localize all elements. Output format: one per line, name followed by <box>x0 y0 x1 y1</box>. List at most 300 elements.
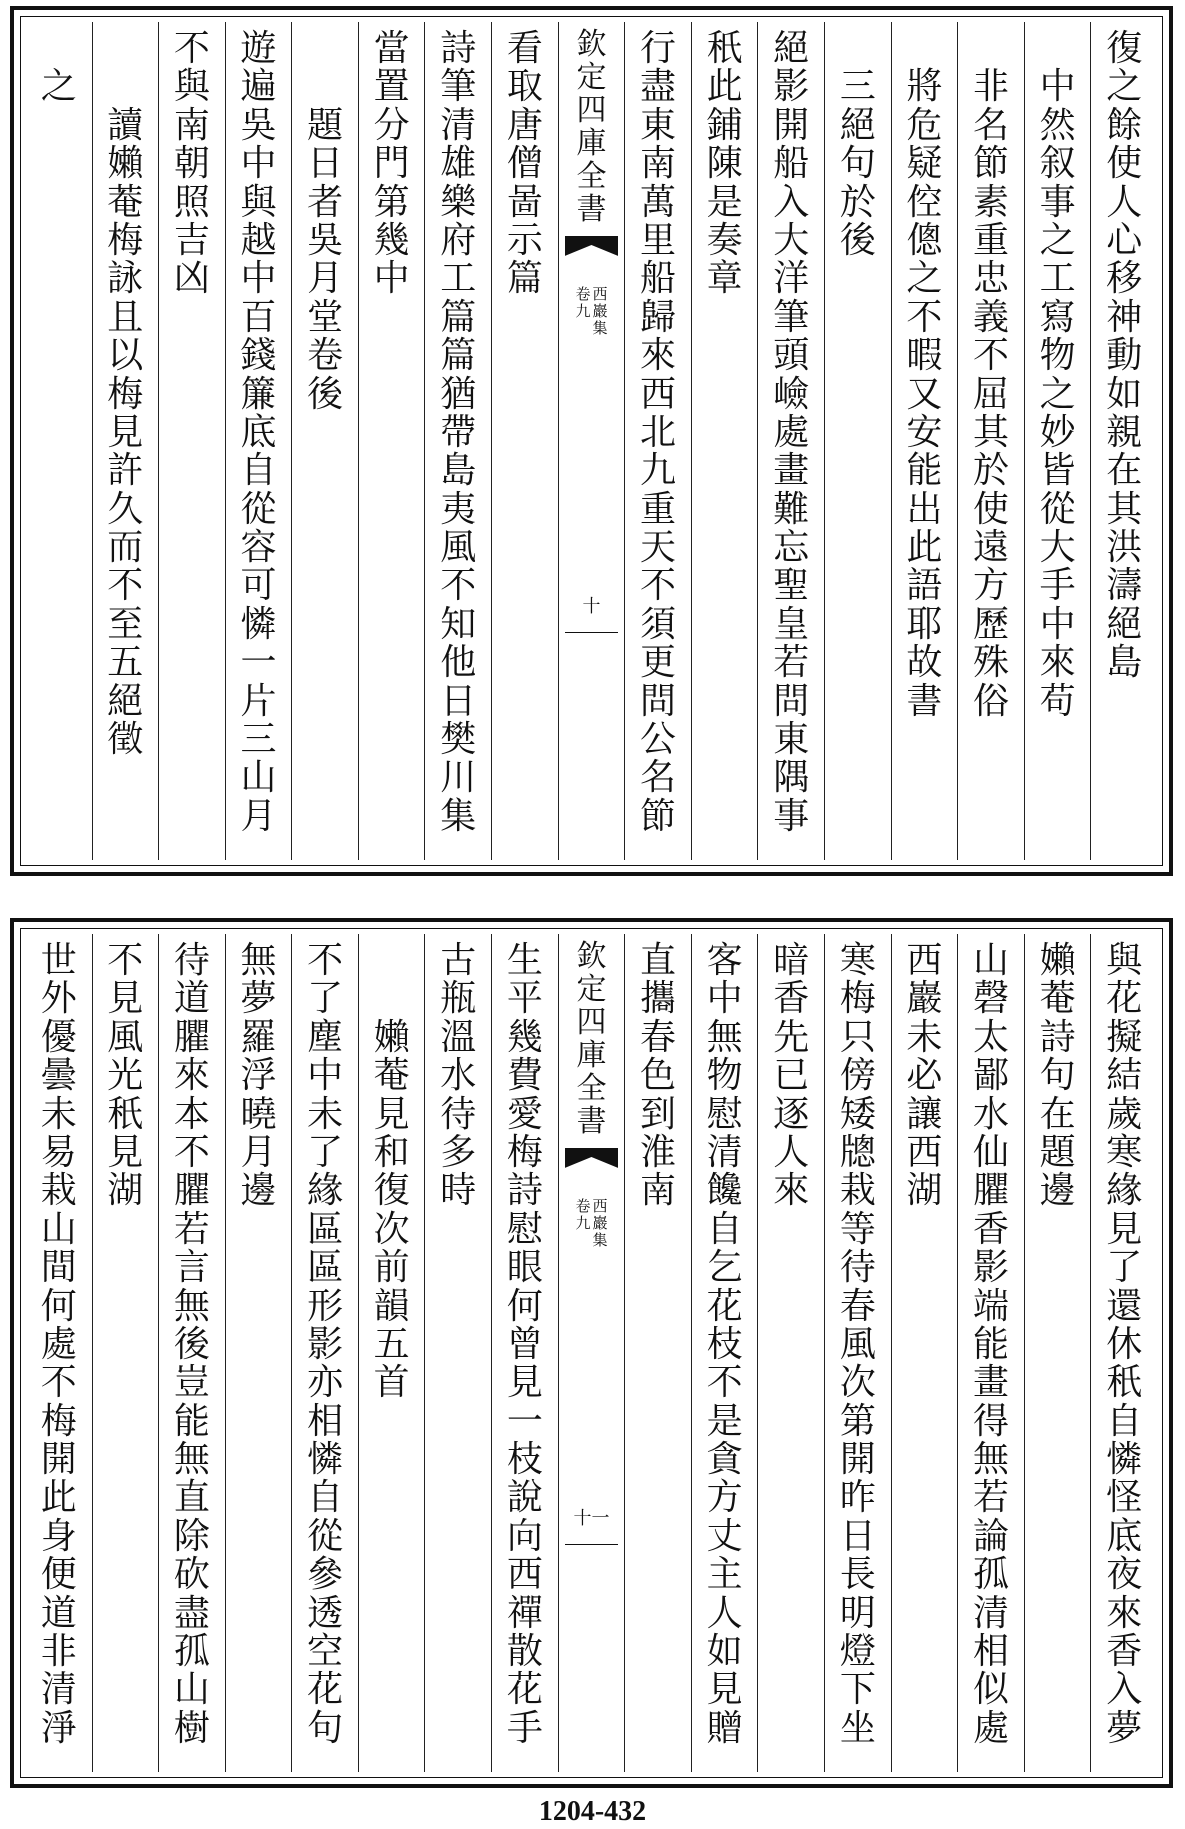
glyph: 夢 <box>240 978 277 1020</box>
glyph: 秖 <box>107 1093 144 1135</box>
glyph: 洪 <box>1106 527 1143 569</box>
glyph: 船 <box>640 258 677 300</box>
glyph: 參 <box>307 1554 344 1596</box>
glyph: 許 <box>107 450 144 492</box>
glyph: 在 <box>1039 1093 1076 1135</box>
glyph: 怪 <box>1106 1477 1143 1519</box>
glyph: 集 <box>440 795 477 837</box>
glyph: 羅 <box>240 1016 277 1058</box>
glyph: 忠 <box>973 258 1010 300</box>
glyph: 自 <box>1106 1400 1143 1442</box>
leaf-number: 十 <box>582 596 601 617</box>
glyph: 曾 <box>506 1323 543 1365</box>
glyph: 影 <box>773 66 810 108</box>
glyph: 不 <box>640 565 677 607</box>
text-column <box>824 22 891 860</box>
glyph: 帶 <box>440 411 477 453</box>
glyph: 曇 <box>40 1055 77 1097</box>
glyph: 本 <box>173 1093 210 1135</box>
text-column <box>891 22 958 860</box>
glyph: 故 <box>906 642 943 684</box>
glyph: 南 <box>640 1170 677 1212</box>
glyph: 篇 <box>506 258 543 300</box>
glyph: 太 <box>973 1016 1010 1058</box>
glyph: 其 <box>973 411 1010 453</box>
glyph: 自 <box>706 1208 743 1250</box>
glyph: 還 <box>1106 1285 1143 1327</box>
glyph: 其 <box>1106 488 1143 530</box>
book-name <box>592 1198 607 1249</box>
glyph: 臞 <box>973 1170 1010 1212</box>
glyph: 亦 <box>307 1362 344 1404</box>
glyph: 至 <box>107 603 144 645</box>
glyph: 若 <box>173 1208 210 1250</box>
glyph: 孤 <box>173 1631 210 1673</box>
title-char: 庫 <box>576 126 607 161</box>
column-text <box>492 30 558 299</box>
glyph: 歷 <box>973 603 1010 645</box>
glyph: 淨 <box>40 1707 77 1749</box>
volume-info <box>559 286 625 337</box>
glyph: 嬾 <box>373 1016 410 1058</box>
glyph: 香 <box>1106 1631 1143 1673</box>
glyph: 非 <box>973 66 1010 108</box>
glyph: 寒 <box>839 940 876 981</box>
glyph: 除 <box>173 1515 210 1557</box>
glyph: 卷 <box>307 335 344 377</box>
text-column <box>891 934 958 1772</box>
glyph: 瓶 <box>440 978 477 1020</box>
glyph: 府 <box>440 219 477 261</box>
glyph: 東 <box>773 719 810 761</box>
glyph: 能 <box>973 1323 1010 1365</box>
glyph: 人 <box>706 1592 743 1634</box>
glyph: 北 <box>640 411 677 453</box>
glyph: 片 <box>240 680 277 722</box>
glyph: 光 <box>107 1055 144 1097</box>
glyph: 若 <box>773 642 810 684</box>
glyph: 秖 <box>1106 1362 1143 1404</box>
glyph: 物 <box>706 1055 743 1097</box>
glyph: 花 <box>1106 978 1143 1020</box>
glyph: 須 <box>640 603 677 645</box>
meta-char: 巖 <box>592 302 608 320</box>
text-column <box>957 22 1024 860</box>
glyph: 花 <box>506 1669 543 1711</box>
glyph: 里 <box>640 219 677 261</box>
glyph: 多 <box>440 1131 477 1173</box>
glyph: 了 <box>1106 1247 1143 1289</box>
glyph: 物 <box>1039 335 1076 377</box>
glyph: 第 <box>373 181 410 223</box>
glyph: 之 <box>1106 66 1143 108</box>
glyph: 湖 <box>107 1170 144 1212</box>
glyph: 優 <box>40 1016 77 1058</box>
title-char: 定 <box>576 972 607 1007</box>
glyph: 磬 <box>973 978 1010 1020</box>
glyph: 空 <box>307 1631 344 1673</box>
fold-rule <box>565 632 619 633</box>
glyph: 無 <box>706 1016 743 1058</box>
glyph: 花 <box>706 1285 743 1327</box>
glyph: 臞 <box>173 1170 210 1212</box>
glyph: 緣 <box>307 1170 344 1212</box>
glyph: 相 <box>307 1400 344 1442</box>
glyph: 待 <box>839 1247 876 1289</box>
column-text <box>93 104 159 761</box>
column-text <box>292 942 358 1748</box>
glyph: 日 <box>440 680 477 722</box>
glyph: 朝 <box>173 143 210 185</box>
glyph: 之 <box>1039 373 1076 415</box>
text-column <box>757 934 824 1772</box>
glyph: 禪 <box>506 1592 543 1634</box>
glyph: 川 <box>440 757 477 799</box>
glyph: 吳 <box>307 219 344 261</box>
glyph: 節 <box>640 795 677 837</box>
glyph: 危 <box>906 104 943 146</box>
glyph: 能 <box>173 1400 210 1442</box>
center-fold-column <box>558 22 625 860</box>
glyph: 明 <box>839 1592 876 1634</box>
meta-char: 集 <box>592 1231 608 1249</box>
glyph: 問 <box>773 680 810 722</box>
glyph: 越 <box>240 219 277 261</box>
glyph: 在 <box>1106 450 1143 492</box>
title-char: 全 <box>576 159 607 194</box>
glyph: 底 <box>1106 1515 1143 1557</box>
glyph: 且 <box>107 296 144 338</box>
meta-char: 卷 <box>575 1197 591 1215</box>
title-char: 書 <box>576 192 607 227</box>
glyph: 道 <box>40 1592 77 1634</box>
glyph: 將 <box>906 66 943 108</box>
glyph: 日 <box>307 143 344 185</box>
glyph: 傯 <box>906 219 943 261</box>
glyph: 能 <box>906 450 943 492</box>
glyph: 句 <box>839 143 876 185</box>
glyph: 重 <box>640 488 677 530</box>
glyph: 一 <box>240 642 277 684</box>
glyph: 吳 <box>240 104 277 146</box>
glyph: 言 <box>173 1247 210 1289</box>
glyph: 而 <box>107 527 144 569</box>
column-text <box>692 30 758 299</box>
glyph: 方 <box>973 565 1010 607</box>
glyph: 直 <box>173 1477 210 1519</box>
glyph: 一 <box>506 1400 543 1442</box>
column-text <box>758 942 824 1211</box>
glyph: 中 <box>1039 66 1076 108</box>
glyph: 秖 <box>706 28 743 69</box>
glyph: 取 <box>506 66 543 108</box>
glyph: 絕 <box>839 104 876 146</box>
text-column <box>225 22 292 860</box>
column-text <box>492 942 558 1748</box>
glyph: 詩 <box>440 28 477 69</box>
title-char: 欽 <box>576 27 607 62</box>
glyph: 絕 <box>107 680 144 722</box>
glyph: 矮 <box>839 1093 876 1135</box>
glyph: 影 <box>973 1247 1010 1289</box>
glyph: 無 <box>973 1439 1010 1481</box>
glyph: 見 <box>506 1362 543 1404</box>
glyph: 工 <box>1039 258 1076 300</box>
glyph: 巖 <box>906 978 943 1020</box>
glyph: 下 <box>839 1669 876 1711</box>
glyph: 動 <box>1106 335 1143 377</box>
glyph: 見 <box>1106 1208 1143 1250</box>
text-column <box>491 934 558 1772</box>
fishtail-mark <box>565 236 619 256</box>
glyph: 人 <box>1106 181 1143 223</box>
glyph: 樹 <box>173 1707 210 1749</box>
glyph: 當 <box>373 28 410 69</box>
glyph: 事 <box>773 795 810 837</box>
text-column <box>757 22 824 860</box>
glyph: 筆 <box>773 296 810 338</box>
fishtail-mark <box>565 1148 619 1168</box>
glyph: 香 <box>973 1208 1010 1250</box>
glyph: 神 <box>1106 296 1143 338</box>
glyph: 夷 <box>440 488 477 530</box>
column-text <box>359 1016 425 1404</box>
glyph: 妙 <box>1039 411 1076 453</box>
glyph: 此 <box>40 1477 77 1519</box>
glyph: 於 <box>973 450 1010 492</box>
glyph: 山 <box>40 1208 77 1250</box>
glyph: 皇 <box>773 603 810 645</box>
glyph: 名 <box>640 757 677 799</box>
glyph: 何 <box>40 1285 77 1327</box>
glyph: 燈 <box>839 1631 876 1673</box>
glyph: 移 <box>1106 258 1143 300</box>
column-text <box>1091 30 1157 683</box>
text-column <box>1024 934 1091 1772</box>
glyph: 堂 <box>307 296 344 338</box>
glyph: 暇 <box>906 335 943 377</box>
glyph: 他 <box>440 642 477 684</box>
glyph: 者 <box>307 181 344 223</box>
glyph: 吉 <box>173 219 210 261</box>
text-column <box>358 934 425 1772</box>
glyph: 唐 <box>506 104 543 146</box>
glyph: 鋪 <box>706 104 743 146</box>
glyph: 外 <box>40 978 77 1020</box>
glyph: 菴 <box>1039 978 1076 1020</box>
glyph: 贈 <box>706 1707 743 1749</box>
glyph: 素 <box>973 181 1010 223</box>
glyph: 饞 <box>706 1170 743 1212</box>
glyph: 栽 <box>40 1170 77 1212</box>
title-char: 書 <box>576 1104 607 1139</box>
glyph: 開 <box>839 1439 876 1481</box>
glyph: 題 <box>307 104 344 146</box>
glyph: 分 <box>373 104 410 146</box>
fold-rule <box>565 1544 619 1545</box>
glyph: 牕 <box>839 1131 876 1173</box>
glyph: 不 <box>107 940 144 981</box>
glyph: 三 <box>839 66 876 108</box>
glyph: 頭 <box>773 335 810 377</box>
text-column <box>691 934 758 1772</box>
upper-leaf <box>10 6 1173 876</box>
glyph: 色 <box>640 1055 677 1097</box>
glyph: 之 <box>906 258 943 300</box>
column-text <box>892 942 958 1211</box>
glyph: 不 <box>973 335 1010 377</box>
glyph: 貪 <box>706 1439 743 1481</box>
volume-number <box>575 1198 590 1249</box>
glyph: 篇 <box>440 296 477 338</box>
text-column <box>291 934 358 1772</box>
glyph: 暗 <box>773 940 810 981</box>
glyph: 事 <box>1039 181 1076 223</box>
text-column <box>358 22 425 860</box>
glyph: 此 <box>906 527 943 569</box>
glyph: 無 <box>240 940 277 981</box>
glyph: 畫 <box>973 1362 1010 1404</box>
glyph: 無 <box>173 1439 210 1481</box>
glyph: 昨 <box>839 1477 876 1519</box>
text-column <box>92 934 159 1772</box>
glyph: 樊 <box>440 719 477 761</box>
glyph: 詩 <box>1039 1016 1076 1058</box>
text-column <box>26 934 92 1772</box>
glyph: 身 <box>40 1515 77 1557</box>
glyph: 如 <box>706 1631 743 1673</box>
glyph: 篇 <box>440 335 477 377</box>
lower-leaf <box>10 918 1173 1788</box>
glyph: 客 <box>706 940 743 981</box>
glyph: 風 <box>839 1323 876 1365</box>
column-text <box>692 942 758 1748</box>
glyph: 中 <box>1039 603 1076 645</box>
glyph: 憐 <box>1106 1439 1143 1481</box>
glyph: 重 <box>973 219 1010 261</box>
glyph: 心 <box>1106 219 1143 261</box>
column-text <box>226 942 292 1211</box>
glyph: 山 <box>240 757 277 799</box>
glyph: 憐 <box>307 1439 344 1481</box>
glyph: 時 <box>440 1170 477 1212</box>
glyph: 論 <box>973 1515 1010 1557</box>
glyph: 更 <box>640 642 677 684</box>
glyph: 散 <box>506 1631 543 1673</box>
glyph: 來 <box>1106 1592 1143 1634</box>
glyph: 只 <box>839 1016 876 1058</box>
glyph: 何 <box>506 1285 543 1327</box>
glyph: 方 <box>706 1477 743 1519</box>
glyph: 見 <box>706 1669 743 1711</box>
glyph: 塵 <box>307 1016 344 1058</box>
glyph: 忘 <box>773 527 810 569</box>
glyph: 手 <box>1039 565 1076 607</box>
glyph: 俗 <box>973 680 1010 722</box>
column-text <box>159 30 225 299</box>
glyph: 與 <box>173 66 210 108</box>
glyph: 九 <box>640 450 677 492</box>
glyph: 詠 <box>107 258 144 300</box>
glyph: 從 <box>1039 488 1076 530</box>
meta-char: 西 <box>592 1197 608 1215</box>
glyph: 費 <box>506 1055 543 1097</box>
glyph: 處 <box>40 1323 77 1365</box>
title-char: 庫 <box>576 1038 607 1073</box>
glyph: 不 <box>40 1362 77 1404</box>
glyph: 畫 <box>773 450 810 492</box>
glyph: 愛 <box>506 1093 543 1135</box>
glyph: 出 <box>906 488 943 530</box>
glyph: 首 <box>373 1362 410 1404</box>
glyph: 第 <box>839 1400 876 1442</box>
meta-char: 九 <box>575 1214 591 1232</box>
glyph: 憐 <box>240 603 277 645</box>
glyph: 無 <box>173 1285 210 1327</box>
glyph: 來 <box>173 1055 210 1097</box>
glyph: 若 <box>973 1477 1010 1519</box>
glyph: 隅 <box>773 757 810 799</box>
glyph: 義 <box>973 296 1010 338</box>
glyph: 入 <box>773 181 810 223</box>
glyph: 易 <box>40 1131 77 1173</box>
glyph: 不 <box>173 1131 210 1173</box>
glyph: 擬 <box>1106 1016 1143 1058</box>
glyph: 香 <box>773 978 810 1020</box>
glyph: 殊 <box>973 642 1010 684</box>
glyph: 間 <box>40 1247 77 1289</box>
glyph: 不 <box>706 1362 743 1404</box>
glyph: 題 <box>1039 1131 1076 1173</box>
glyph: 古 <box>440 940 477 981</box>
glyph: 節 <box>973 143 1010 185</box>
glyph: 傍 <box>839 1055 876 1097</box>
glyph: 中 <box>373 258 410 300</box>
glyph: 與 <box>240 181 277 223</box>
glyph: 知 <box>440 603 477 645</box>
glyph: 開 <box>40 1439 77 1481</box>
glyph: 梅 <box>107 373 144 415</box>
glyph: 自 <box>307 1477 344 1519</box>
column-text <box>625 30 691 836</box>
glyph: 孤 <box>973 1554 1010 1596</box>
glyph: 已 <box>773 1055 810 1097</box>
glyph: 得 <box>973 1400 1010 1442</box>
glyph: 梅 <box>839 978 876 1020</box>
glyph: 從 <box>307 1515 344 1557</box>
glyph: 中 <box>706 978 743 1020</box>
glyph: 邊 <box>1039 1170 1076 1212</box>
glyph: 次 <box>839 1362 876 1404</box>
text-column <box>1090 934 1157 1772</box>
glyph: 到 <box>640 1093 677 1135</box>
glyph: 入 <box>1106 1669 1143 1711</box>
glyph: 菴 <box>373 1055 410 1097</box>
glyph: 嬾 <box>107 143 144 185</box>
glyph: 雄 <box>440 143 477 185</box>
glyph: 以 <box>107 335 144 377</box>
glyph: 僧 <box>506 143 543 185</box>
glyph: 啚 <box>506 181 543 223</box>
glyph: 手 <box>506 1707 543 1749</box>
text-column <box>691 22 758 860</box>
glyph: 不 <box>107 565 144 607</box>
glyph: 慰 <box>506 1208 543 1250</box>
glyph: 遠 <box>973 527 1010 569</box>
glyph: 照 <box>173 181 210 223</box>
glyph: 如 <box>1106 373 1143 415</box>
glyph: 絕 <box>773 28 810 69</box>
